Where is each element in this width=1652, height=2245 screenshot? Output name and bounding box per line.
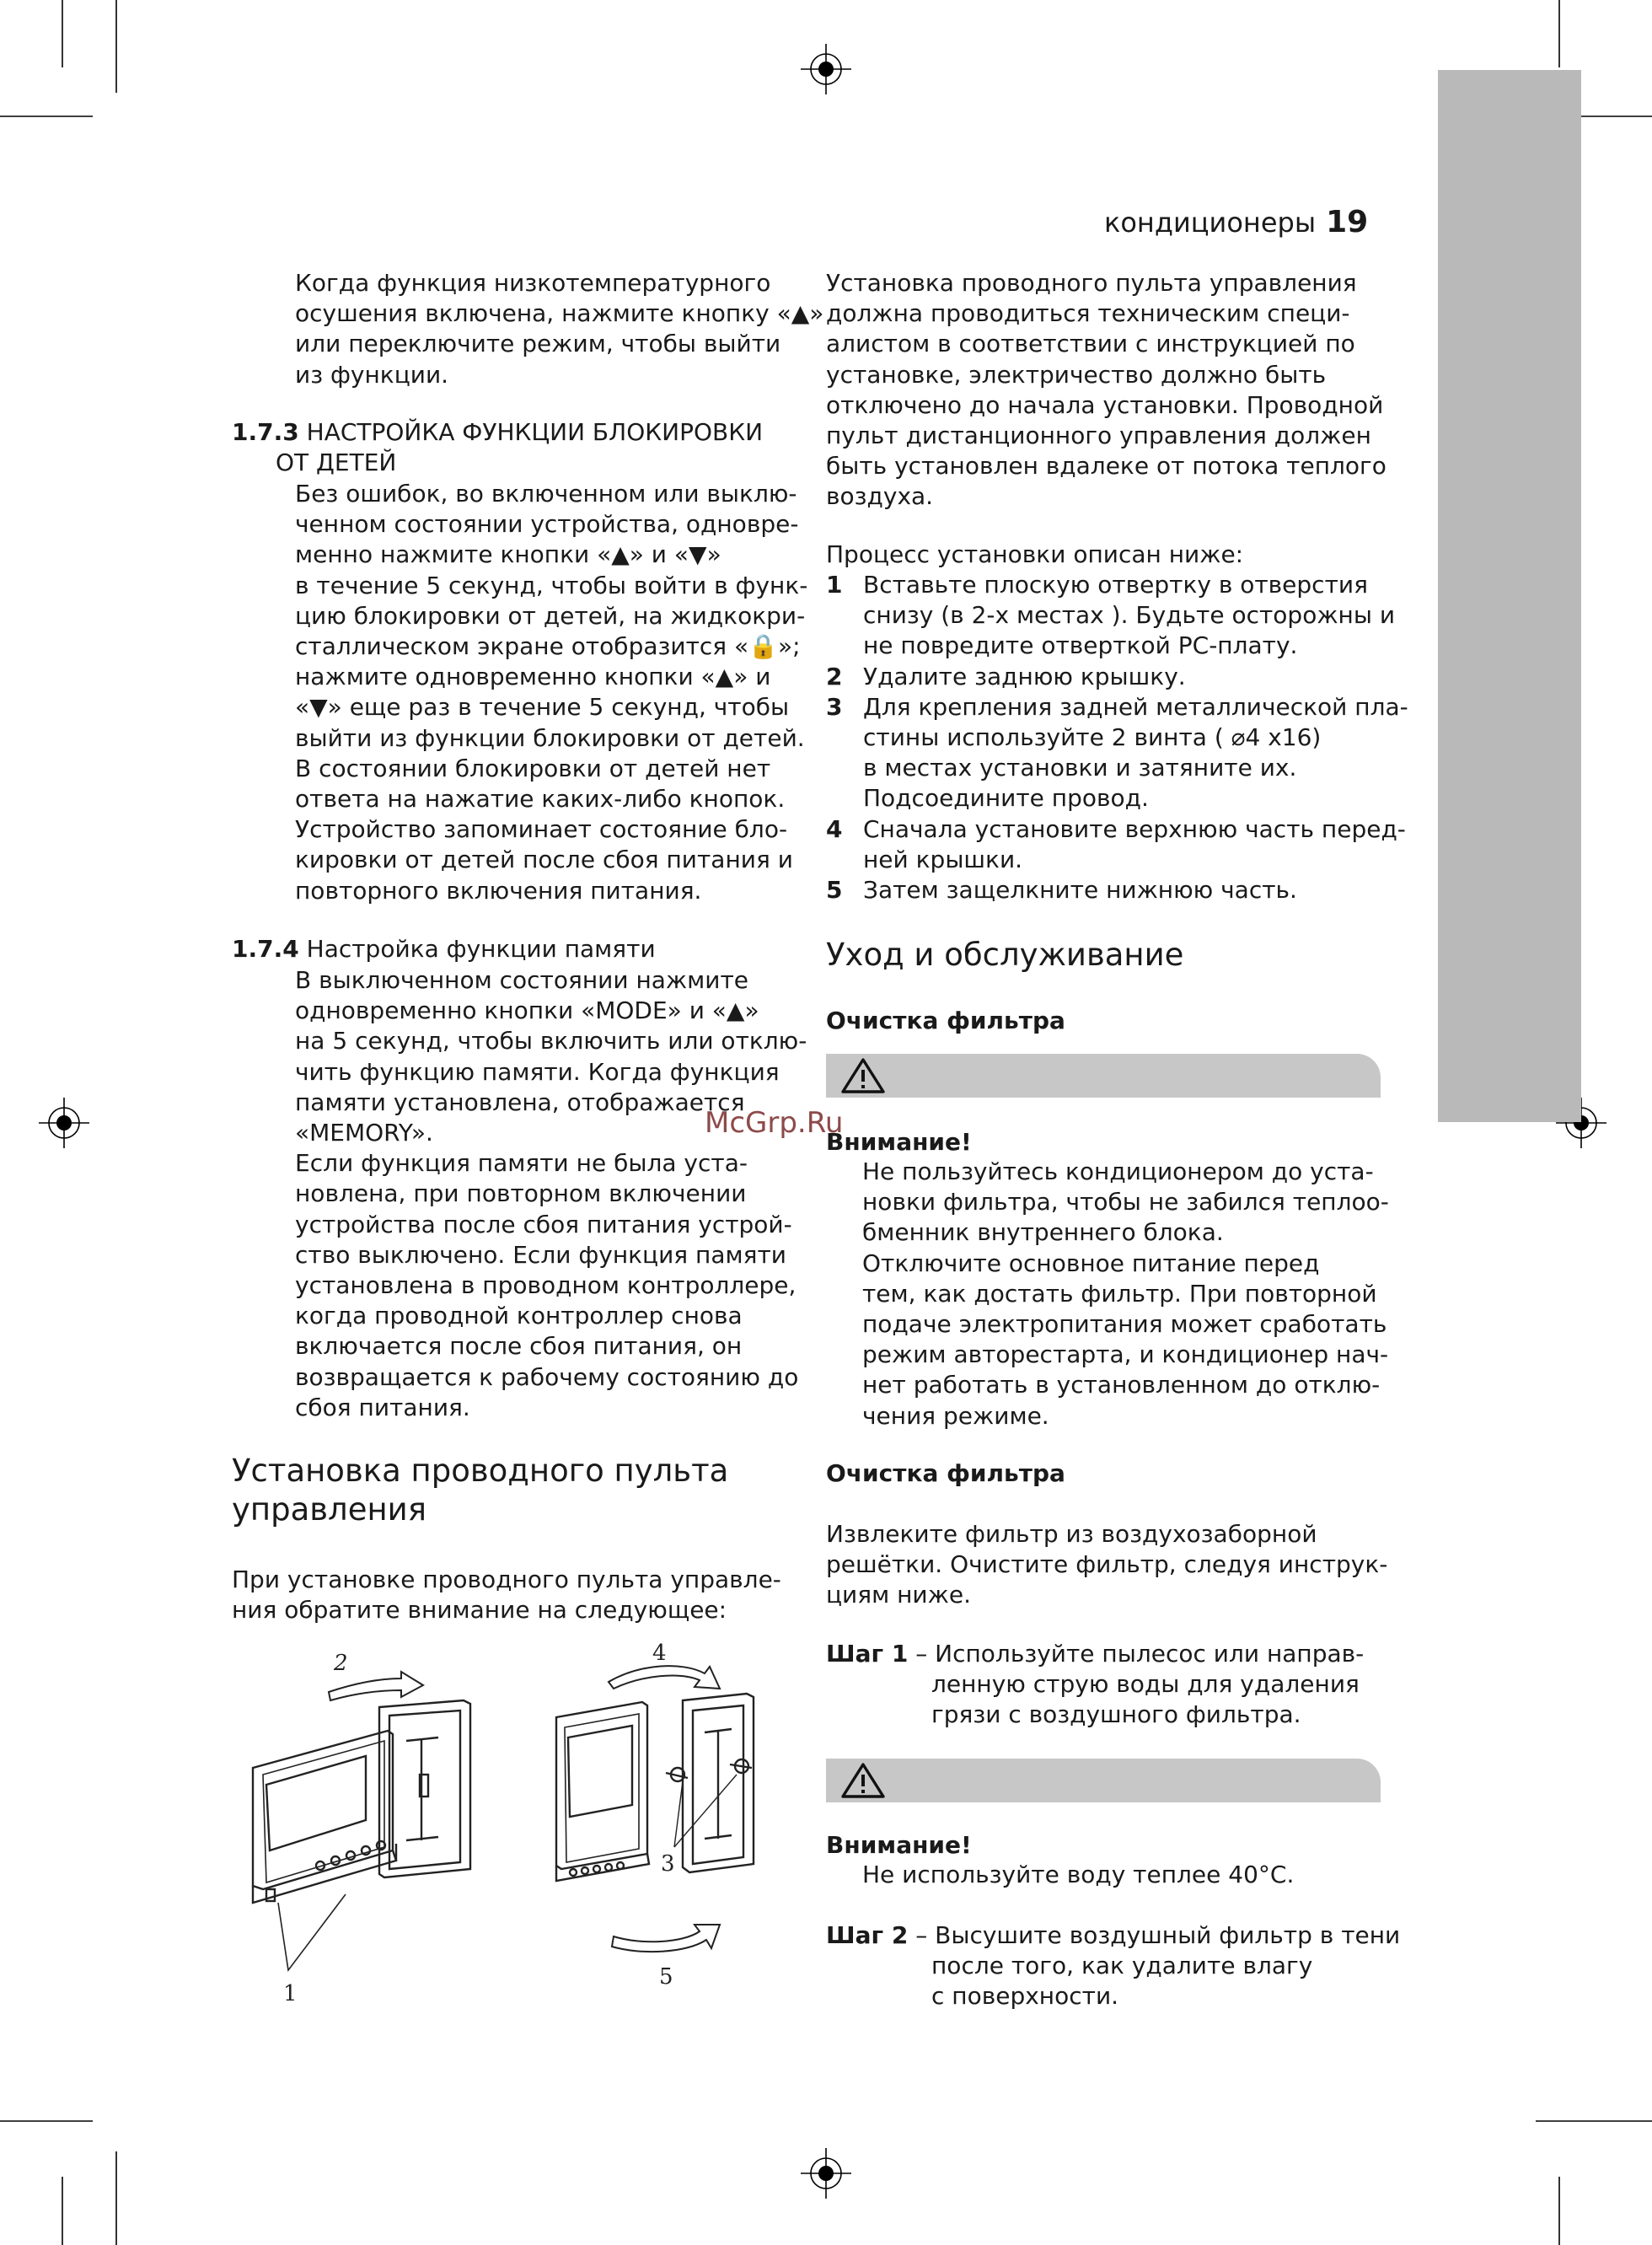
registration-mark-bottom <box>801 2148 851 2199</box>
filter-heading-2: Очистка фильтра <box>826 1459 1065 1487</box>
page-number: 19 <box>1326 205 1369 239</box>
warning-icon <box>839 1056 887 1095</box>
registration-mark-top <box>801 44 851 94</box>
filter-intro: Извлеките фильтр из воздухозаборной решётки. Очистите фильтр, следуя инструк- циям ниже. <box>826 1520 1388 1609</box>
warning-body-1: Не пользуйтесь кондиционером до уста- новки фильтра, чтобы не забился теплоо- бменник внутреннего блока. Отключите основное питание перед тем, как достать фильтр. При повторной подаче электропитания может сработать режим авторестарта, и кондиционер нач- нет работать в установленном до отклю- чения режиме. <box>862 1157 1389 1430</box>
section-side-tab <box>1438 70 1581 1122</box>
install-heading: Установка проводного пульта управления <box>232 1453 729 1528</box>
filter-step-2: Шаг 2 – Высушите воздушный фильтр в тени после того, как удалите влагу с поверхности. <box>826 1921 1401 2011</box>
step-label: Шаг 2 <box>826 1921 909 1949</box>
warning-label-1: Внимание! <box>826 1128 972 1156</box>
warning-body-2: Не используйте воду теплее 40°C. <box>862 1861 1295 1888</box>
watermark: McGrp.Ru <box>705 1106 844 1140</box>
list-item: 2 Удалите заднюю крышку. <box>826 662 1186 690</box>
section-title: НАСТРОЙКА ФУНКЦИИ БЛОКИРОВКИ <box>306 418 764 446</box>
figure-label-3: 3 <box>661 1851 675 1877</box>
warning-label-2: Внимание! <box>826 1831 972 1859</box>
section-number: 1.7.4 <box>232 935 299 963</box>
install-requirements: Установка проводного пульта управления должна проводиться техническим специ- алистом в соответствии с инструкцией по установке, электричество должно быть отключено до начала установки. Проводной пульт дистанционного управления должен быть установлен вдалеке от потока теплого воздуха. <box>826 269 1386 511</box>
figure-label-5: 5 <box>659 1964 673 1990</box>
list-item: 5 Затем защелкните нижнюю часть. <box>826 876 1297 905</box>
page-header <box>1104 205 1368 239</box>
section-1-7-4 <box>232 934 656 964</box>
section-1-7-3-body: Без ошибок, во включенном или выклю- ченном состоянии устройства, одновре- менно нажмите кнопки «▲» и «▼» в течение 5 секунд, чтобы войти в функ- цию блокировки от детей, на жидкокри- сталлическом экране отобразится «🔒»; нажмите одновременно кнопки «▲» и «▼» еще раз в течение 5 секунд, чтобы выйти из функции блокировки от детей. В состоянии блокировки от детей нет ответа на нажатие каких-либо кнопок. Устройство запоминает состояние бло- кировки от детей после сбоя питания и повторного включения питания. <box>295 480 808 905</box>
step-label: Шаг 1 <box>826 1640 909 1668</box>
filter-heading-1: Очистка фильтра <box>826 1007 1065 1034</box>
figure-label-1: 1 <box>283 1981 298 2006</box>
installation-diagram <box>228 1640 809 2027</box>
registration-mark-left <box>39 1098 89 1148</box>
warning-icon <box>839 1761 887 1800</box>
care-heading: Уход и обслуживание <box>826 937 1184 973</box>
figure-label-2: 2 <box>334 1651 348 1676</box>
list-item: 3 Для крепления задней металлической пла- стины используйте 2 винта ( ⌀4 x16) в местах установки и затяните их. Подсоедините провод. <box>826 692 1408 813</box>
warning-bar-2 <box>826 1759 1381 1802</box>
list-item: 4 Сначала установите верхнюю часть перед- ней крышки. <box>826 814 1406 873</box>
warning-bar-1 <box>826 1054 1381 1098</box>
list-item: 1 Вставьте плоскую отвертку в отверстия снизу (в 2-х местах ). Будьте осторожны и не повредите отверткой PC-плату. <box>826 571 1396 660</box>
section-title: Настройка функции памяти <box>306 935 656 963</box>
process-intro: Процесс установки описан ниже: <box>826 540 1244 568</box>
figure-label-4: 4 <box>652 1641 667 1666</box>
section-1-7-4-body: В выключенном состоянии нажмите одновременно кнопки «MODE» и «▲» на 5 секунд, чтобы включить или отклю- чить функцию памяти. Когда функция памяти установлена, отображается «MEMORY». Если функция памяти не была уста- новлена, при повторном включении устройства после сбоя питания устрой- ство выключено. Если функция памяти установлена в проводном контроллере, когда проводной контроллер снова включается после сбоя питания, он возвращается к рабочему состоянию до сбоя питания. <box>295 966 807 1421</box>
install-steps <box>826 570 1408 905</box>
intro-paragraph: Когда функция низкотемпературного осушения включена, нажмите кнопку «▲» или переключите режим, чтобы выйти из функции. <box>295 269 824 389</box>
section-1-7-3: 1.7.3 НАСТРОЙКА ФУНКЦИИ БЛОКИРОВКИ ОТ ДЕТЕЙ <box>232 418 764 477</box>
header-title: кондиционеры <box>1104 207 1317 239</box>
install-intro: При установке проводного пульта управле- ния обратите внимание на следующее: <box>232 1566 781 1625</box>
filter-step-1: Шаг 1 – Используйте пылесос или направ- ленную струю воды для удаления грязи с воздушного фильтра. <box>826 1640 1365 1729</box>
section-number: 1.7.3 <box>232 418 299 446</box>
